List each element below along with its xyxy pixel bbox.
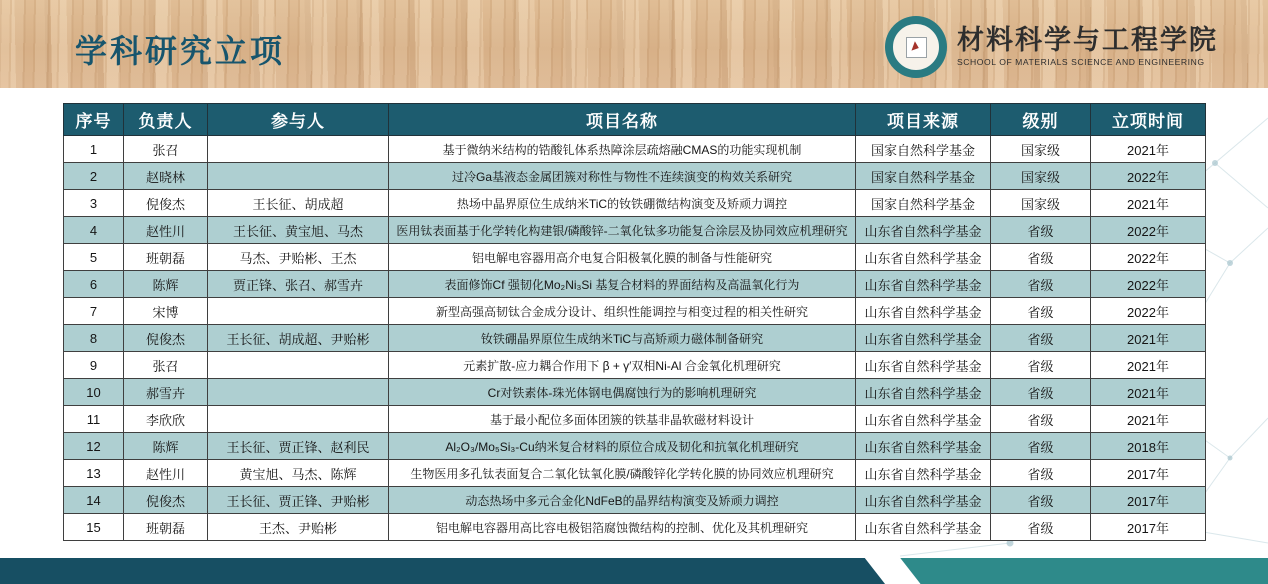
column-header: 序号: [64, 104, 124, 136]
table-cell: Cr对铁素体-珠光体钢电偶腐蚀行为的影响机理研究: [389, 379, 856, 406]
table-cell: 山东省自然科学基金: [856, 325, 991, 352]
table-cell: 热场中晶界原位生成纳米TiC的钕铁硼微结构演变及矫顽力调控: [389, 190, 856, 217]
table-cell: 省级: [991, 514, 1091, 541]
table-cell: 赵性川: [124, 460, 208, 487]
table-cell: 2021年: [1091, 190, 1206, 217]
table-cell: 班朝磊: [124, 244, 208, 271]
table-cell: 王长征、贾正锋、赵利民: [208, 433, 389, 460]
table-cell: 医用钛表面基于化学转化构建银/磷酸锌-二氧化钛多功能复合涂层及协同效应机理研究: [389, 217, 856, 244]
table-row: [64, 433, 1206, 460]
table-cell: [208, 406, 389, 433]
column-header: 立项时间: [1091, 104, 1206, 136]
table-cell: 宋博: [124, 298, 208, 325]
table-cell: 省级: [991, 352, 1091, 379]
table-cell: 山东省自然科学基金: [856, 298, 991, 325]
table-cell: 铝电解电容器用高介电复合阳极氧化膜的制备与性能研究: [389, 244, 856, 271]
table-cell: 山东省自然科学基金: [856, 244, 991, 271]
table-cell: 山东省自然科学基金: [856, 352, 991, 379]
table-cell: 5: [64, 244, 124, 271]
table-row: [64, 352, 1206, 379]
table-cell: [208, 136, 389, 163]
table-cell: 4: [64, 217, 124, 244]
column-header: 负责人: [124, 104, 208, 136]
table-cell: 王长征、胡成超、尹贻彬: [208, 325, 389, 352]
table-cell: 国家级: [991, 190, 1091, 217]
table-row: [64, 460, 1206, 487]
table-cell: 省级: [991, 379, 1091, 406]
table-cell: 动态热场中多元合金化NdFeB的晶界结构演变及矫顽力调控: [389, 487, 856, 514]
table-cell: 山东省自然科学基金: [856, 271, 991, 298]
table-cell: 8: [64, 325, 124, 352]
table-cell: [208, 298, 389, 325]
table-cell: 新型高强高韧钛合金成分设计、组织性能调控与相变过程的相关性研究: [389, 298, 856, 325]
table-cell: 省级: [991, 217, 1091, 244]
table-cell: 省级: [991, 244, 1091, 271]
table-body: [64, 136, 1206, 541]
table-cell: 2018年: [1091, 433, 1206, 460]
table-cell: 省级: [991, 271, 1091, 298]
table-cell: 王长征、黄宝旭、马杰: [208, 217, 389, 244]
table-cell: 国家自然科学基金: [856, 190, 991, 217]
table-cell: 2017年: [1091, 487, 1206, 514]
table-cell: 表面修饰Cf 强韧化Mo₂Ni₃Si 基复合材料的界面结构及高温氧化行为: [389, 271, 856, 298]
table-row: [64, 298, 1206, 325]
column-header: 级别: [991, 104, 1091, 136]
table-cell: Al₂O₃/Mo₅Si₃-Cu纳米复合材料的原位合成及韧化和抗氧化机理研究: [389, 433, 856, 460]
column-header: 项目名称: [389, 104, 856, 136]
table-cell: 2021年: [1091, 406, 1206, 433]
table-header-row: [64, 104, 1206, 136]
table-cell: 贾正锋、张召、郝雪卉: [208, 271, 389, 298]
table-cell: 山东省自然科学基金: [856, 514, 991, 541]
table-cell: 张召: [124, 352, 208, 379]
table-row: [64, 406, 1206, 433]
college-name-cn: 材料科学与工程学院: [957, 25, 1218, 56]
column-header: 项目来源: [856, 104, 991, 136]
table-cell: 1: [64, 136, 124, 163]
table-cell: 陈辉: [124, 271, 208, 298]
table-cell: 山东省自然科学基金: [856, 487, 991, 514]
table-cell: 2022年: [1091, 244, 1206, 271]
table-cell: 9: [64, 352, 124, 379]
page-title: 学科研究立项: [75, 33, 286, 69]
table-row: [64, 325, 1206, 352]
table-cell: 班朝磊: [124, 514, 208, 541]
table-cell: 基于微纳米结构的锆酸钆体系热障涂层疏熔融CMAS的功能实现机制: [389, 136, 856, 163]
table-cell: [208, 163, 389, 190]
table-row: [64, 190, 1206, 217]
table-cell: 2022年: [1091, 298, 1206, 325]
title-banner: [0, 0, 1268, 88]
table-cell: 倪俊杰: [124, 325, 208, 352]
table-cell: 国家级: [991, 163, 1091, 190]
table-cell: 3: [64, 190, 124, 217]
table-cell: 元素扩散-应力耦合作用下 β + γ′双相Ni-Al 合金氧化机理研究: [389, 352, 856, 379]
table-cell: [208, 379, 389, 406]
table-row: [64, 217, 1206, 244]
table-cell: 山东省自然科学基金: [856, 460, 991, 487]
table-cell: 国家级: [991, 136, 1091, 163]
college-name-en: SCHOOL OF MATERIALS SCIENCE AND ENGINEERING: [957, 57, 1205, 68]
table-cell: 过冷Ga基液态金属团簇对称性与物性不连续演变的构效关系研究: [389, 163, 856, 190]
table-row: [64, 244, 1206, 271]
table-cell: 10: [64, 379, 124, 406]
table-cell: 12: [64, 433, 124, 460]
table-cell: 省级: [991, 325, 1091, 352]
bottom-bar: [0, 558, 1268, 584]
table-cell: 倪俊杰: [124, 190, 208, 217]
table-cell: 2021年: [1091, 379, 1206, 406]
research-projects-table: [63, 103, 1205, 541]
table-cell: 7: [64, 298, 124, 325]
table-cell: 陈辉: [124, 433, 208, 460]
table-cell: 基于最小配位多面体团簇的铁基非晶软磁材料设计: [389, 406, 856, 433]
table-row: [64, 163, 1206, 190]
table-cell: 王长征、贾正锋、尹贻彬: [208, 487, 389, 514]
table-cell: 国家自然科学基金: [856, 136, 991, 163]
table-cell: 2021年: [1091, 352, 1206, 379]
table-row: [64, 271, 1206, 298]
table-cell: 生物医用多孔钛表面复合二氧化钛氧化膜/磷酸锌化学转化膜的协同效应机理研究: [389, 460, 856, 487]
table-cell: 王长征、胡成超: [208, 190, 389, 217]
table-cell: 赵晓林: [124, 163, 208, 190]
table-cell: 马杰、尹贻彬、王杰: [208, 244, 389, 271]
table-cell: 钕铁硼晶界原位生成纳米TiC与高矫顽力磁体制备研究: [389, 325, 856, 352]
university-seal-icon: [885, 16, 947, 78]
college-logo: [885, 16, 1218, 78]
table-row: [64, 487, 1206, 514]
table-cell: 王杰、尹贻彬: [208, 514, 389, 541]
table-cell: 铝电解电容器用高比容电极铝箔腐蚀微结构的控制、优化及其机理研究: [389, 514, 856, 541]
table-cell: 国家自然科学基金: [856, 163, 991, 190]
table-cell: [208, 352, 389, 379]
table-cell: 2021年: [1091, 325, 1206, 352]
table-row: [64, 379, 1206, 406]
table-cell: 15: [64, 514, 124, 541]
table-cell: 11: [64, 406, 124, 433]
table-cell: 省级: [991, 460, 1091, 487]
table-cell: 山东省自然科学基金: [856, 217, 991, 244]
table-cell: 山东省自然科学基金: [856, 379, 991, 406]
table-cell: 6: [64, 271, 124, 298]
table-cell: 2022年: [1091, 217, 1206, 244]
table-cell: 山东省自然科学基金: [856, 433, 991, 460]
table-cell: 山东省自然科学基金: [856, 406, 991, 433]
table-cell: 倪俊杰: [124, 487, 208, 514]
table-cell: 2021年: [1091, 136, 1206, 163]
table-cell: 省级: [991, 487, 1091, 514]
column-header: 参与人: [208, 104, 389, 136]
table-cell: 李欣欣: [124, 406, 208, 433]
table-cell: 2017年: [1091, 460, 1206, 487]
table-cell: 2: [64, 163, 124, 190]
table-cell: 省级: [991, 298, 1091, 325]
table-cell: 张召: [124, 136, 208, 163]
table-cell: 黄宝旭、马杰、陈辉: [208, 460, 389, 487]
table-cell: 赵性川: [124, 217, 208, 244]
table-cell: 2017年: [1091, 514, 1206, 541]
table-cell: 2022年: [1091, 163, 1206, 190]
table-cell: 14: [64, 487, 124, 514]
table-row: [64, 514, 1206, 541]
table-row: [64, 136, 1206, 163]
table-cell: 省级: [991, 406, 1091, 433]
table-cell: 省级: [991, 433, 1091, 460]
table-cell: 13: [64, 460, 124, 487]
table-cell: 郝雪卉: [124, 379, 208, 406]
table-cell: 2022年: [1091, 271, 1206, 298]
